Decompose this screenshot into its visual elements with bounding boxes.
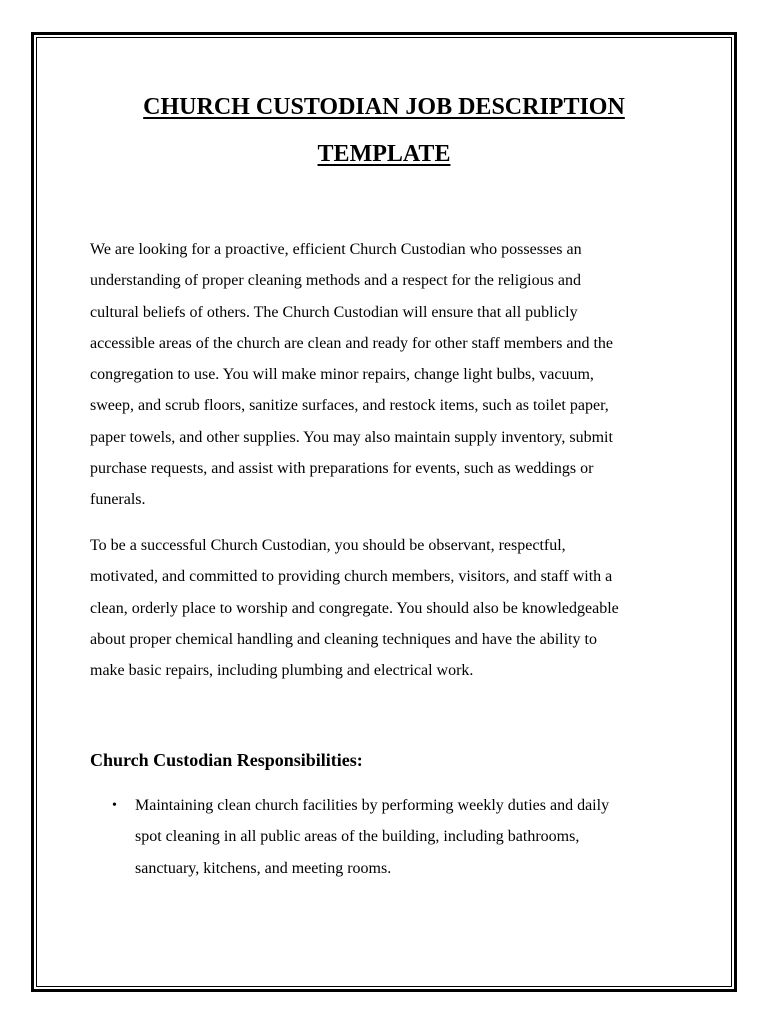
intro-line: cultural beliefs of others. The Church Custodian will ensure that all publicly <box>90 303 578 321</box>
intro-line: accessible areas of the church are clean and ready for other staff members and the <box>90 334 613 352</box>
intro-line: understanding of proper cleaning methods and a respect for the religious and <box>90 272 581 290</box>
success-line: clean, orderly place to worship and congregate. You should also be knowledgeable <box>90 599 619 617</box>
intro-paragraph <box>90 234 690 516</box>
success-paragraph <box>90 530 690 686</box>
success-line: make basic repairs, including plumbing and electrical work. <box>90 662 474 680</box>
responsibility-line: spot cleaning in all public areas of the building, including bathrooms, <box>135 828 580 846</box>
responsibility-line: sanctuary, kitchens, and meeting rooms. <box>135 859 392 877</box>
intro-line: sweep, and scrub floors, sanitize surfaces, and restock items, such as toilet paper, <box>90 397 609 415</box>
success-line: about proper chemical handling and cleaning techniques and have the ability to <box>90 630 597 648</box>
document-title-continued: TEMPLATE <box>317 141 451 167</box>
responsibility-item <box>90 790 690 884</box>
responsibility-line: Maintaining clean church facilities by performing weekly duties and daily <box>135 797 610 814</box>
intro-line: purchase requests, and assist with preparations for events, such as weddings or <box>90 460 594 478</box>
intro-line: paper towels, and other supplies. You may also maintain supply inventory, submit <box>90 428 613 446</box>
bullet-icon: • <box>112 798 117 813</box>
document-title: CHURCH CUSTODIAN JOB DESCRIPTION <box>143 94 625 120</box>
responsibilities-list <box>90 790 690 884</box>
success-line: To be a successful Church Custodian, you should be observant, respectful, <box>90 537 566 554</box>
intro-line: We are looking for a proactive, efficient Church Custodian who possesses an <box>90 241 582 258</box>
responsibilities-heading: Church Custodian Responsibilities: <box>90 750 363 770</box>
intro-line: congregation to use. You will make minor repairs, change light bulbs, vacuum, <box>90 366 594 384</box>
success-line: motivated, and committed to providing church members, visitors, and staff with a <box>90 568 613 586</box>
intro-line: funerals. <box>90 491 146 509</box>
